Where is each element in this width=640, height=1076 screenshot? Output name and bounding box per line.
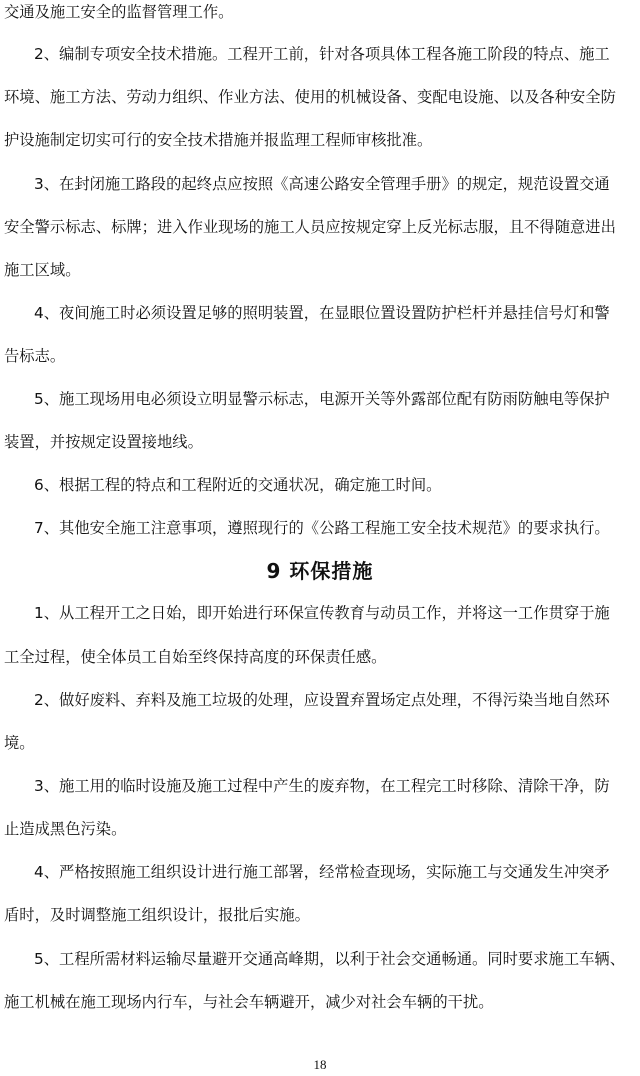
paragraph-line: 护设施制定切实可行的安全技术措施并报监理工程师审核批准。 (4, 131, 433, 149)
page-number: 18 (313, 1057, 327, 1072)
paragraph-line: 盾时，及时调整施工组织设计，报批后实施。 (4, 906, 310, 924)
paragraph-line: 7、其他安全施工注意事项，遵照现行的《公路工程施工安全技术规范》的要求执行。 (34, 519, 610, 537)
paragraph-line: 3、施工用的临时设施及施工过程中产生的废弃物，在工程完工时移除、清除干净，防 (34, 777, 610, 795)
paragraph-line: 5、施工现场用电必须设立明显警示标志，电源开关等外露部位配有防雨防触电等保护 (34, 390, 610, 408)
paragraph-line: 4、夜间施工时必须设置足够的照明装置，在显眼位置设置防护栏杆并悬挂信号灯和警 (34, 304, 610, 322)
paragraph-line: 装置，并按规定设置接地线。 (4, 433, 203, 451)
section-heading: 9 环保措施 (266, 559, 374, 583)
paragraph-line: 2、做好废料、弃料及施工垃圾的处理，应设置弃置场定点处理，不得污染当地自然环 (34, 691, 610, 709)
paragraph-line: 环境、施工方法、劳动力组织、作业方法、使用的机械设备、变配电设施、以及各种安全防 (4, 88, 616, 106)
paragraph-line: 6、根据工程的特点和工程附近的交通状况，确定施工时间。 (34, 476, 442, 494)
paragraph-line: 3、在封闭施工路段的起终点应按照《高速公路安全管理手册》的规定，规范设置交通 (34, 175, 610, 193)
paragraph-line: 止造成黑色污染。 (4, 820, 127, 838)
paragraph-line: 施工机械在施工现场内行车，与社会车辆避开，减少对社会车辆的干扰。 (4, 993, 494, 1011)
paragraph-line: 境。 (4, 734, 35, 752)
paragraph-line: 5、工程所需材料运输尽量避开交通高峰期，以利于社会交通畅通。同时要求施工车辆、 (34, 950, 626, 968)
paragraph-line: 安全警示标志、标牌；进入作业现场的施工人员应按规定穿上反光标志服，且不得随意进出 (4, 218, 616, 236)
paragraph-line: 2、编制专项安全技术措施。工程开工前，针对各项具体工程各施工阶段的特点、施工 (34, 45, 610, 63)
paragraph-line: 告标志。 (4, 347, 66, 365)
paragraph-line: 4、严格按照施工组织设计进行施工部署，经常检查现场，实际施工与交通发生冲突矛 (34, 863, 610, 881)
paragraph-line: 工全过程，使全体员工自始至终保持高度的环保责任感。 (4, 648, 387, 666)
paragraph-line: 施工区域。 (4, 261, 81, 279)
paragraph-line: 交通及施工安全的监督管理工作。 (4, 3, 234, 21)
paragraph-line: 1、从工程开工之日始，即开始进行环保宣传教育与动员工作，并将这一工作贯穿于施 (34, 604, 610, 622)
